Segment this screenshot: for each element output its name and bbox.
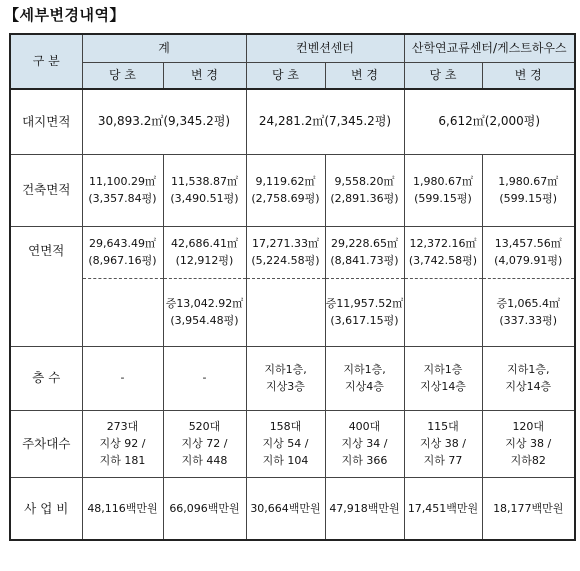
row-label-budget: 사 업 비 [10,477,82,540]
floors-cell: 지하1층, 지상14층 [482,346,575,410]
site-area-total: 30,893.2㎡(9,345.2평) [82,89,246,154]
budget-cell: 18,177백만원 [482,477,575,540]
group-header-total: 계 [82,34,246,62]
change-details-table [9,33,576,541]
floors-cell: 지하1층, 지상3층 [246,346,325,410]
sub-header-before: 당 초 [82,62,163,89]
sub-header-after: 변 경 [325,62,404,89]
building-area-cell: 9,558.20㎡ (2,891.36평) [325,154,404,226]
floor-area-increase-cell [246,278,325,346]
group-header-convention: 컨벤션센터 [246,34,404,62]
row-label-floor-area: 연면적 [10,226,82,346]
page-title: 【세부변경내역】 [4,6,125,24]
building-area-cell: 1,980.67㎡ (599.15평) [404,154,482,226]
floors-cell: 지하1층, 지상4층 [325,346,404,410]
parking-cell: 273대 지상 92 / 지하 181 [82,410,163,477]
budget-cell: 47,918백만원 [325,477,404,540]
budget-cell: 66,096백만원 [163,477,246,540]
floor-area-cell: 29,228.65㎡ (8,841.73평) [325,226,404,278]
parking-cell: 120대 지상 38 / 지하82 [482,410,575,477]
floor-area-cell: 12,372.16㎡ (3,742.58평) [404,226,482,278]
floor-area-increase-cell [82,278,163,346]
floor-area-increase-cell [404,278,482,346]
floor-area-cell: 42,686.41㎡ (12,912평) [163,226,246,278]
parking-cell: 115대 지상 38 / 지하 77 [404,410,482,477]
parking-cell: 400대 지상 34 / 지하 366 [325,410,404,477]
budget-cell: 17,451백만원 [404,477,482,540]
floor-area-cell: 13,457.56㎡ (4,079.91평) [482,226,575,278]
sub-header-after: 변 경 [163,62,246,89]
floor-area-cell: 29,643.49㎡ (8,967.16평) [82,226,163,278]
floor-area-cell: 17,271.33㎡ (5,224.58평) [246,226,325,278]
floors-cell: - [82,346,163,410]
floor-area-increase-cell: 증11,957.52㎡ (3,617.15평) [325,278,404,346]
building-area-cell: 11,538.87㎡ (3,490.51평) [163,154,246,226]
sub-header-before: 당 초 [404,62,482,89]
row-label-floors: 층 수 [10,346,82,410]
site-area-convention: 24,281.2㎡(7,345.2평) [246,89,404,154]
row-label-building-area: 건축면적 [10,154,82,226]
building-area-cell: 11,100.29㎡ (3,357.84평) [82,154,163,226]
floors-cell: - [163,346,246,410]
floor-area-increase-cell: 증13,042.92㎡ (3,954.48평) [163,278,246,346]
category-header: 구 분 [10,34,82,89]
row-label-parking: 주차대수 [10,410,82,477]
floor-area-increase-cell: 증1,065.4㎡ (337.33평) [482,278,575,346]
budget-cell: 30,664백만원 [246,477,325,540]
sub-header-after: 변 경 [482,62,575,89]
parking-cell: 520대 지상 72 / 지하 448 [163,410,246,477]
floors-cell: 지하1층 지상14층 [404,346,482,410]
site-area-guesthouse: 6,612㎡(2,000평) [404,89,575,154]
building-area-cell: 9,119.62㎡ (2,758.69평) [246,154,325,226]
building-area-cell: 1,980.67㎡ (599.15평) [482,154,575,226]
row-label-site-area: 대지면적 [10,89,82,154]
parking-cell: 158대 지상 54 / 지하 104 [246,410,325,477]
group-header-guesthouse: 산학연교류센터/게스트하우스 [404,34,575,62]
sub-header-before: 당 초 [246,62,325,89]
budget-cell: 48,116백만원 [82,477,163,540]
